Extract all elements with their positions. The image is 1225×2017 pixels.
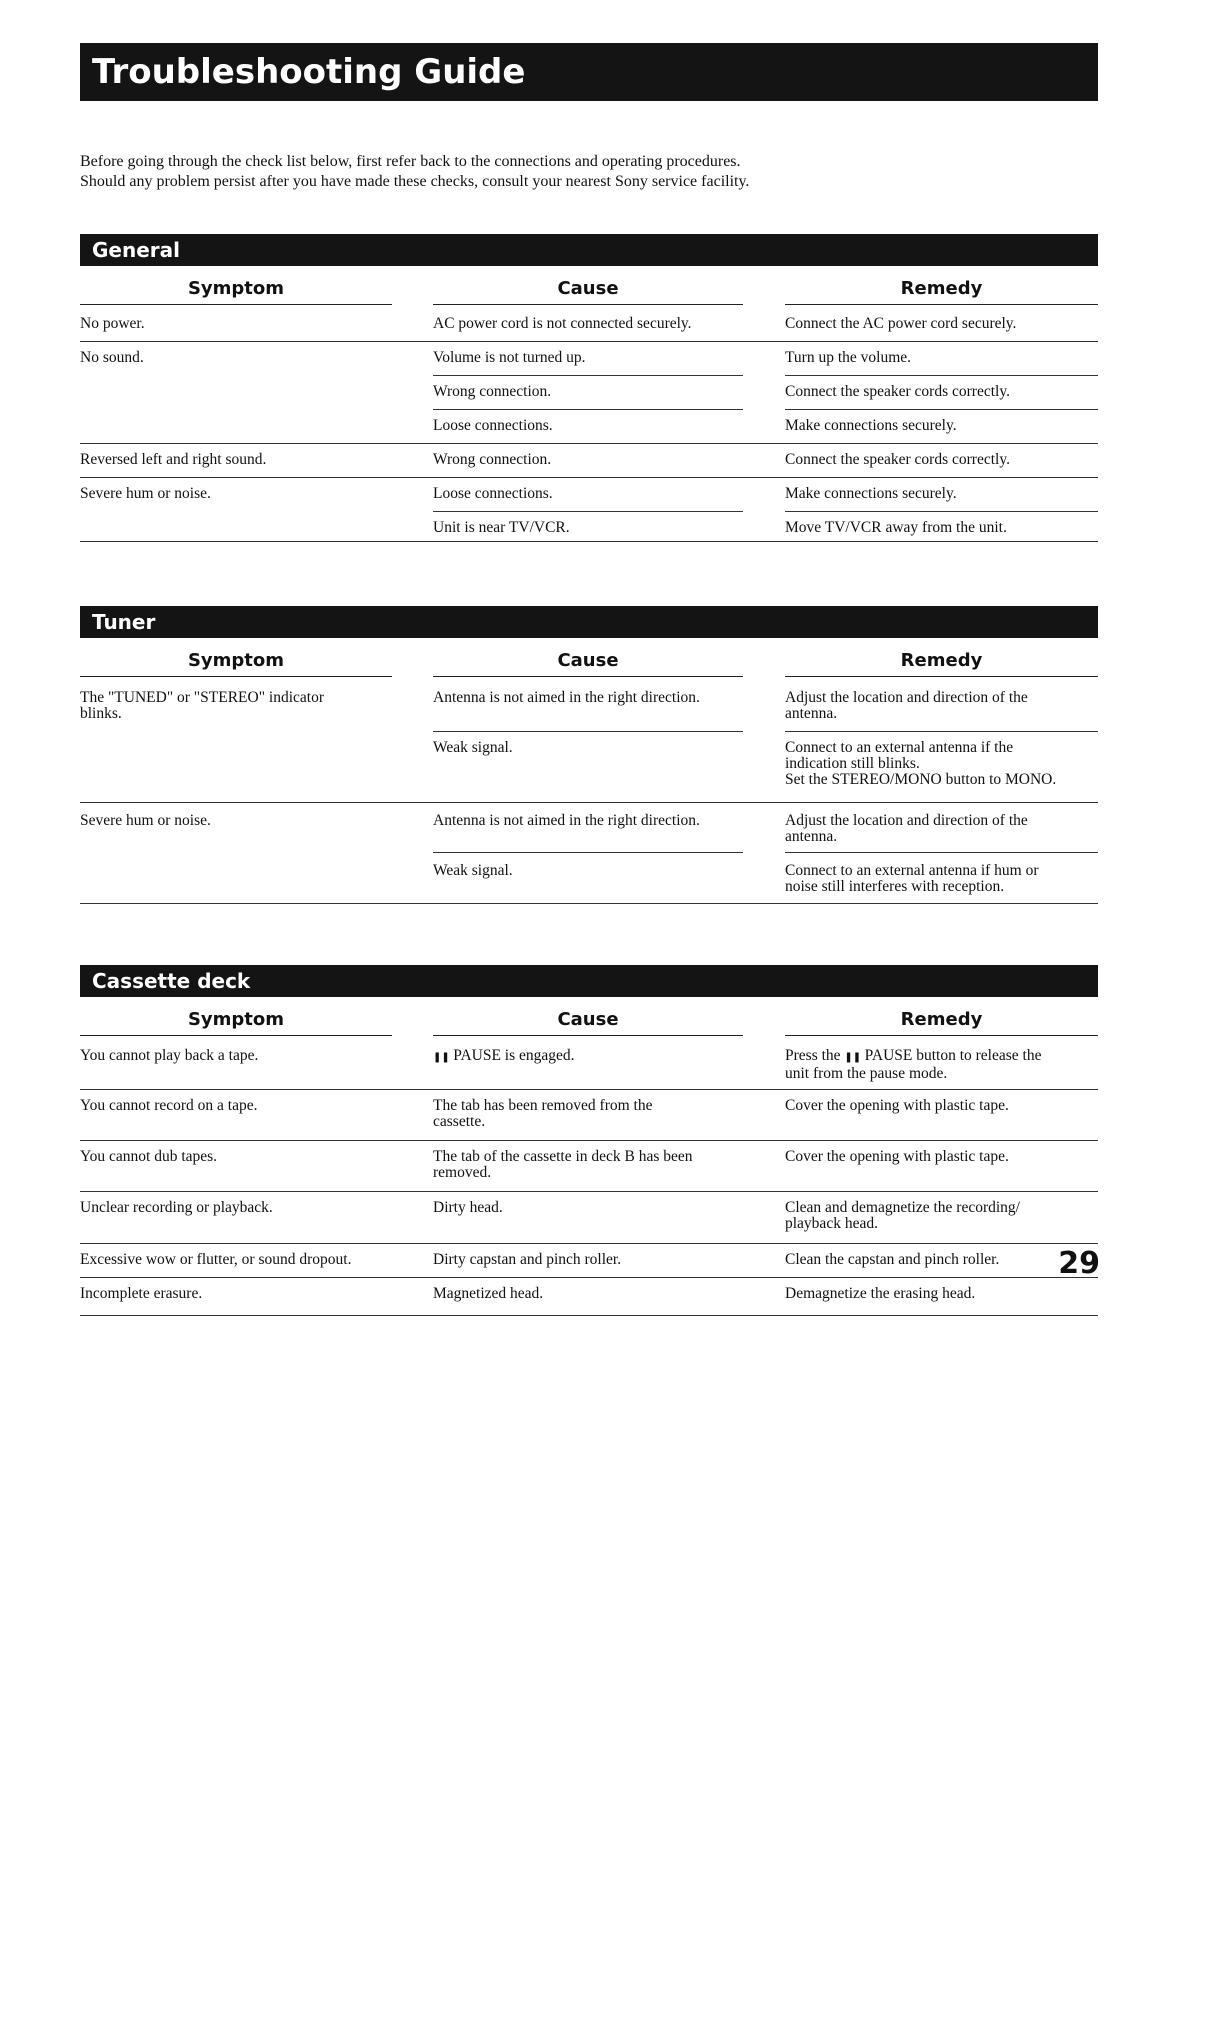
row-divider	[785, 1191, 1098, 1192]
remedy-prefix: Press the	[785, 1047, 845, 1064]
row-divider	[433, 541, 743, 542]
section-title: General	[92, 238, 180, 262]
column-header-cause: Cause	[433, 1009, 743, 1036]
row-divider	[785, 1315, 1098, 1316]
page-title: Troubleshooting Guide	[92, 52, 526, 92]
row-divider	[785, 375, 1098, 376]
column-header-remedy: Remedy	[785, 278, 1098, 305]
table-cell-cause: Loose connections.	[433, 417, 553, 434]
table-cell-remedy: Clean the capstan and pinch roller.	[785, 1251, 1000, 1268]
table-cell-remedy: Turn up the volume.	[785, 349, 912, 366]
table-cell-remedy: Clean and demagnetize the recording/ playback head.	[785, 1199, 1020, 1232]
table-cell-remedy: Make connections securely.	[785, 485, 957, 502]
table-cell-symptom: The "TUNED" or "STEREO" indicator blinks.	[80, 689, 324, 722]
table-cell-cause: Antenna is not aimed in the right direction.	[433, 812, 700, 829]
table-cell-symptom: You cannot dub tapes.	[80, 1148, 218, 1165]
table-cell-symptom: Incomplete erasure.	[80, 1285, 203, 1302]
table-cell-symptom: Severe hum or noise.	[80, 485, 211, 502]
table-cell-cause: Weak signal.	[433, 862, 513, 879]
row-divider	[433, 477, 743, 478]
intro-line-2: Should any problem persist after you have made these checks, consult your nearest Sony service facility.	[80, 173, 750, 190]
intro-text	[80, 152, 1080, 192]
row-divider	[785, 731, 1098, 732]
pause-icon: ❚❚	[844, 1052, 865, 1063]
row-divider	[433, 852, 743, 853]
row-divider	[433, 375, 743, 376]
remedy-text: PAUSE button to release the unit from the pause mode.	[785, 1047, 1042, 1082]
table-cell-remedy: Demagnetize the erasing head.	[785, 1285, 976, 1302]
row-divider	[433, 1140, 743, 1141]
table-cell-remedy: Move TV/VCR away from the unit.	[785, 519, 1007, 536]
column-header-symptom: Symptom	[80, 650, 392, 677]
row-divider	[785, 1243, 1098, 1244]
table-cell-cause: Loose connections.	[433, 485, 553, 502]
row-divider	[433, 1243, 743, 1244]
table-cell-cause: Magnetized head.	[433, 1285, 544, 1302]
row-divider	[433, 1191, 743, 1192]
row-divider	[785, 541, 1098, 542]
table-cell-remedy	[785, 1048, 1041, 1082]
table-cell-symptom: Excessive wow or flutter, or sound dropout.	[80, 1251, 352, 1268]
column-header-symptom: Symptom	[80, 1009, 392, 1036]
table-cell-remedy: Adjust the location and direction of the antenna.	[785, 812, 1028, 845]
table-cell-cause: Antenna is not aimed in the right direction.	[433, 689, 700, 706]
row-divider	[433, 1315, 743, 1316]
page-title-bar	[80, 43, 1098, 101]
section-bar-general	[80, 234, 1098, 266]
row-divider	[433, 1089, 743, 1090]
intro-line-1: Before going through the check list below, first refer back to the connections and operating procedures.	[80, 153, 741, 170]
row-divider	[785, 409, 1098, 410]
table-cell-remedy: Connect to an external antenna if hum or noise still interferes with reception.	[785, 862, 1039, 895]
table-cell-remedy: Connect the speaker cords correctly.	[785, 451, 1010, 468]
table-cell-remedy: Make connections securely.	[785, 417, 957, 434]
table-cell-remedy: Connect the AC power cord securely.	[785, 315, 1017, 332]
table-cell-cause: AC power cord is not connected securely.	[433, 315, 692, 332]
table-cell-cause: The tab has been removed from the cassette.	[433, 1097, 653, 1130]
section-bar-tuner	[80, 606, 1098, 638]
row-divider	[785, 341, 1098, 342]
table-cell-remedy: Cover the opening with plastic tape.	[785, 1148, 1009, 1165]
row-divider	[785, 1089, 1098, 1090]
row-divider	[433, 903, 743, 904]
cause-text: PAUSE is engaged.	[453, 1047, 575, 1064]
row-divider	[785, 511, 1098, 512]
row-divider	[433, 731, 743, 732]
table-cell-remedy: Adjust the location and direction of the antenna.	[785, 689, 1028, 722]
table-cell-symptom: Reversed left and right sound.	[80, 451, 267, 468]
table-cell-symptom: You cannot play back a tape.	[80, 1047, 259, 1064]
table-cell-symptom: No power.	[80, 315, 145, 332]
table-cell-cause: Wrong connection.	[433, 383, 552, 400]
row-divider	[785, 852, 1098, 853]
row-divider	[433, 409, 743, 410]
table-cell-symptom: You cannot record on a tape.	[80, 1097, 258, 1114]
table-cell-cause: Dirty capstan and pinch roller.	[433, 1251, 622, 1268]
column-header-remedy: Remedy	[785, 650, 1098, 677]
table-cell-cause: Weak signal.	[433, 739, 513, 756]
table-cell-cause: Wrong connection.	[433, 451, 552, 468]
row-divider	[433, 511, 743, 512]
table-cell-cause: The tab of the cassette in deck B has been removed.	[433, 1148, 693, 1181]
table-cell-symptom: No sound.	[80, 349, 144, 366]
table-cell-remedy: Cover the opening with plastic tape.	[785, 1097, 1009, 1114]
table-cell-symptom: Unclear recording or playback.	[80, 1199, 273, 1216]
column-header-symptom: Symptom	[80, 278, 392, 305]
row-divider	[785, 443, 1098, 444]
row-divider	[785, 802, 1098, 803]
row-divider	[433, 443, 743, 444]
pause-icon: ❚❚	[433, 1052, 454, 1063]
section-bar-cassette-deck	[80, 965, 1098, 997]
table-cell-cause: Dirty head.	[433, 1199, 503, 1216]
section-title: Tuner	[92, 610, 156, 634]
row-divider	[433, 1277, 743, 1278]
table-cell-cause	[433, 1048, 575, 1066]
row-divider	[433, 341, 743, 342]
row-divider	[785, 1140, 1098, 1141]
table-cell-cause: Volume is not turned up.	[433, 349, 586, 366]
row-divider	[785, 903, 1098, 904]
page-number: 29	[1058, 1246, 1100, 1281]
table-cell-symptom: Severe hum or noise.	[80, 812, 211, 829]
column-header-cause: Cause	[433, 278, 743, 305]
table-cell-remedy: Connect the speaker cords correctly.	[785, 383, 1010, 400]
table-cell-cause: Unit is near TV/VCR.	[433, 519, 570, 536]
column-header-remedy: Remedy	[785, 1009, 1098, 1036]
row-divider	[433, 802, 743, 803]
section-title: Cassette deck	[92, 969, 251, 993]
row-divider	[785, 477, 1098, 478]
table-cell-remedy: Connect to an external antenna if the indication still blinks. Set the STEREO/MONO button to MONO.	[785, 739, 1057, 788]
column-header-cause: Cause	[433, 650, 743, 677]
